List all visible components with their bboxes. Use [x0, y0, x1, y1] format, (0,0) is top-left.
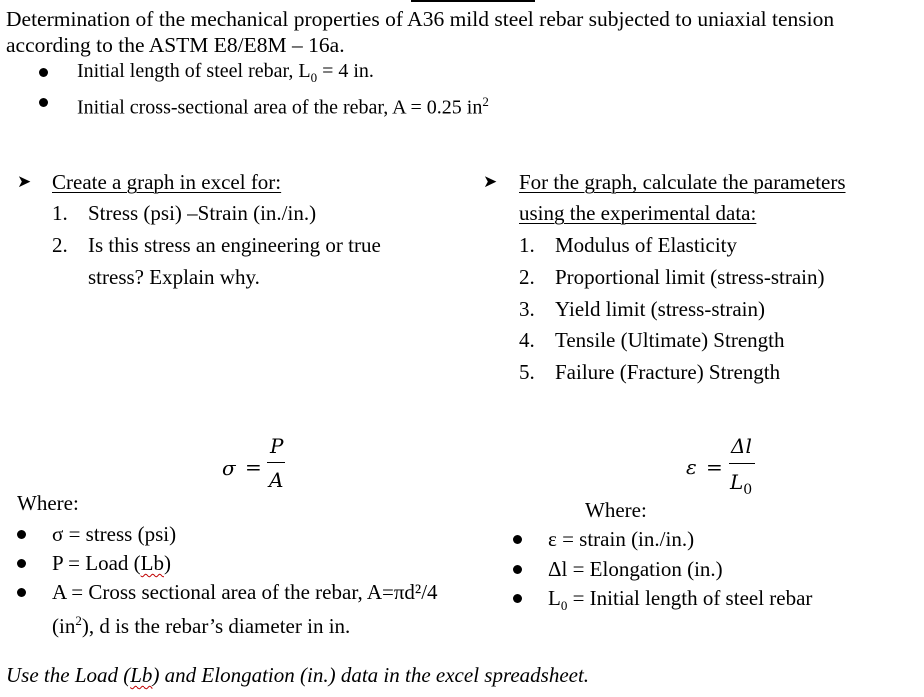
bullet-icon — [513, 565, 522, 574]
arrow-bullet-icon: ➤ — [483, 172, 498, 192]
right-task-item-num: 3. — [519, 297, 535, 321]
left-where-area-cont: $(in^2)$, d is the rebar’s diameter in in. — [52, 613, 351, 638]
bullet-icon — [39, 68, 48, 77]
fraction-bar — [729, 463, 755, 464]
bullet-icon — [17, 559, 26, 568]
right-task-item-3: Yield limit (stress-strain) — [555, 297, 765, 321]
bullet-icon — [513, 594, 522, 603]
bullet-icon — [17, 530, 26, 539]
title-line-2: according to the ASTM E8/E8M – 16a. — [6, 33, 345, 57]
arrow-bullet-icon: ➤ — [17, 172, 32, 192]
right-task-heading-2: using the experimental data: — [519, 201, 757, 225]
right-where-initial-length: $L_0$ = Initial length of steel rebar — [548, 586, 813, 614]
given-initial-length: Initial length of steel rebar, $L_0 = 4$ in. — [77, 60, 374, 85]
given-initial-area: Initial cross-sectional area of the rebar, A = 0.25 $in^2$ — [77, 94, 489, 119]
right-task-item-4: Tensile (Ultimate) Strength — [555, 328, 785, 352]
right-task-item-num: 1. — [519, 233, 535, 257]
right-task-item-num: 4. — [519, 328, 535, 352]
right-task-item-num: 2. — [519, 265, 535, 289]
left-where-stress: σ = stress (psi) — [52, 522, 177, 546]
left-task-item-num: 1. — [52, 201, 68, 225]
bullet-icon — [17, 588, 26, 597]
left-task-item-num: 2. — [52, 233, 68, 257]
left-task-item-2-cont: stress? Explain why. — [88, 265, 260, 289]
left-task-item-1: Stress (psi) –Strain (in./in.) — [88, 201, 317, 225]
left-where-area: A = Cross sectional area of the rebar, A=πd²/4 — [52, 580, 438, 604]
left-where-load: P = Load (Lb) — [52, 551, 171, 575]
fraction-bar — [267, 462, 285, 463]
top-rule — [411, 0, 535, 2]
right-where-strain: ε = strain (in./in.) — [548, 527, 695, 551]
right-task-item-num: 5. — [519, 360, 535, 384]
right-task-item-1: Modulus of Elasticity — [555, 233, 737, 257]
left-where-label: Where: — [17, 491, 79, 515]
footer-instruction: Use the Load (Lb) and Elongation (in.) data in the excel spreadsheet. — [6, 663, 590, 687]
left-task-item-2: Is this stress an engineering or true — [88, 233, 381, 257]
left-task-heading: Create a graph in excel for: — [52, 170, 282, 194]
right-task-item-2: Proportional limit (stress-strain) — [555, 265, 825, 289]
bullet-icon — [513, 535, 522, 544]
right-task-item-5: Failure (Fracture) Strength — [555, 360, 781, 384]
bullet-icon — [39, 98, 48, 107]
title-line-1: Determination of the mechanical properties of A36 mild steel rebar subjected to uniaxial tension — [6, 7, 835, 31]
right-where-elongation: Δl = Elongation (in.) — [548, 557, 723, 581]
right-where-label: Where: — [585, 498, 647, 522]
right-task-heading-1: For the graph, calculate the parameters — [519, 170, 846, 194]
